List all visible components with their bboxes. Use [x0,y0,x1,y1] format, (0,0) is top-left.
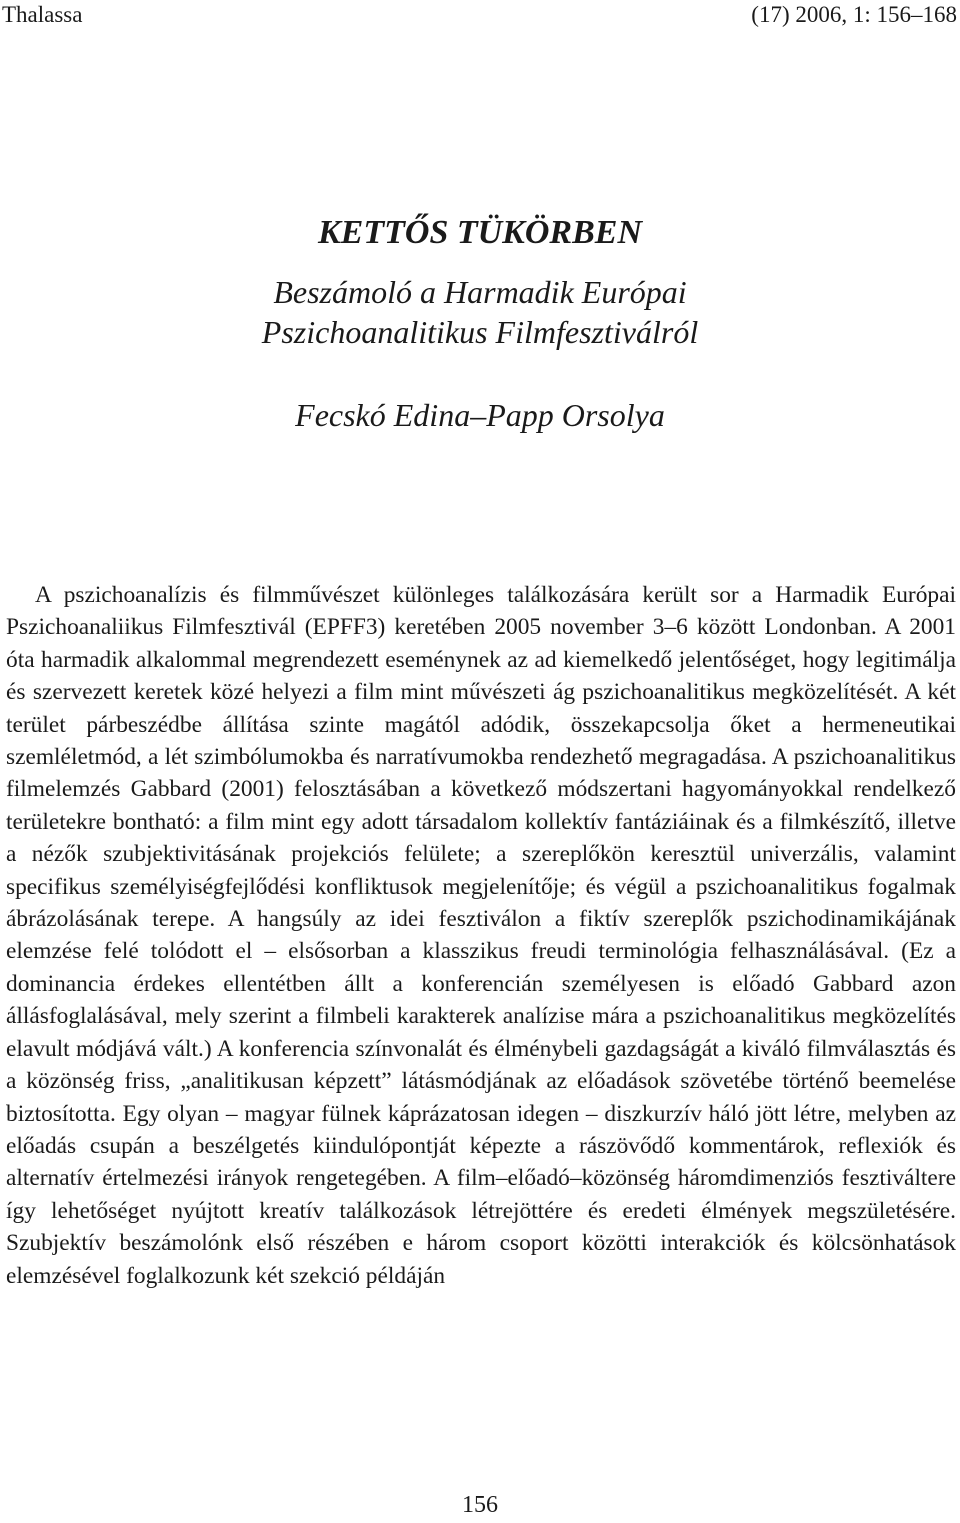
article-subtitle [0,272,960,352]
article-authors: Fecskó Edina–Papp Orsolya [295,397,665,433]
article-title: KETTŐS TÜKÖRBEN [318,214,642,251]
issue-citation: (17) 2006, 1: 156–168 [751,2,957,27]
running-header [0,0,957,30]
subtitle-line-2: Pszichoanalitikus Filmfesztiválról [261,314,699,350]
body-paragraph: A pszichoanalízis és filmművészet különleges találkozására került sor a Harmadik Európai Pszichoanaliikus Filmfesztivál (EPFF3) keretében 2005 november 3–6 között Londonban. A 2001 óta harmadik alkalommal megrendezett eseménynek az ad kiemelkedő jelentőséget, hogy legitimálja és szervezett keretek közé helyezi a film mint művészeti ág pszichoanalitikus megközelítését. A két terület párbeszédbe állítása szinte magától adódik, összekapcsolja őket a hermeneutikai szemléletmód, a lét szimbólumokba és narratívumokba rendezhető megragadása. A pszichoanalitikus filmelemzés Gabbard (2001) felosztásában a következő módszertani hagyományokkal rendelkező területekre bontható: a film mint egy adott társadalom kollektív fantáziáinak és a filmkészítő, illetve a nézők szubjektivitásának projekciós felülete; a szereplőkön keresztül univerzális, valamint specifikus személyiségfejlődési konfliktusok megjelenítője; és végül a pszichoanalitikus fogalmak ábrázolásának terepe. A hangsúly az idei fesztiválon a fiktív szereplők pszichodinamikájának elemzése felé tolódott el – elsősorban a klasszikus freudi terminológia felhasználásával. (Ez a dominancia érdekes ellentétben állt a konferencián személyesen is előadó Gabbard azon állásfoglalásával, mely szerint a filmbeli karakterek analízise mára a pszichoanalitikus megközelítés elavult módjává vált.) A konferencia színvonalát és élménybeli gazdagságát a kiváló filmválasztás és a közönség friss, „analitikusan képzett” látásmódjának az előadások szövetébe történő beemelése biztosította. Egy olyan – magyar fülnek káprázatosan idegen – diszkurzív háló jött létre, melyben az előadás csupán a beszélgetés kiindulópontját képezte a rászövődő kommentárok, reflexiók és alternatív értelmezési irányok rengetegében. A film–előadó–közönség háromdimenziós fesztiváltere így lehetőséget nyújtott kreatív találkozások létrejöttére és eredeti élmények megszületésére. Szubjektív beszámolónk első részében e három csoport közötti interakciók és kölcsönhatások elemzésével foglalkozunk két szekció példáján [6,582,956,1289]
subtitle-line-1: Beszámoló a Harmadik Európai [273,274,687,310]
journal-name: Thalassa [2,2,83,27]
page-number: 156 [462,1492,498,1518]
